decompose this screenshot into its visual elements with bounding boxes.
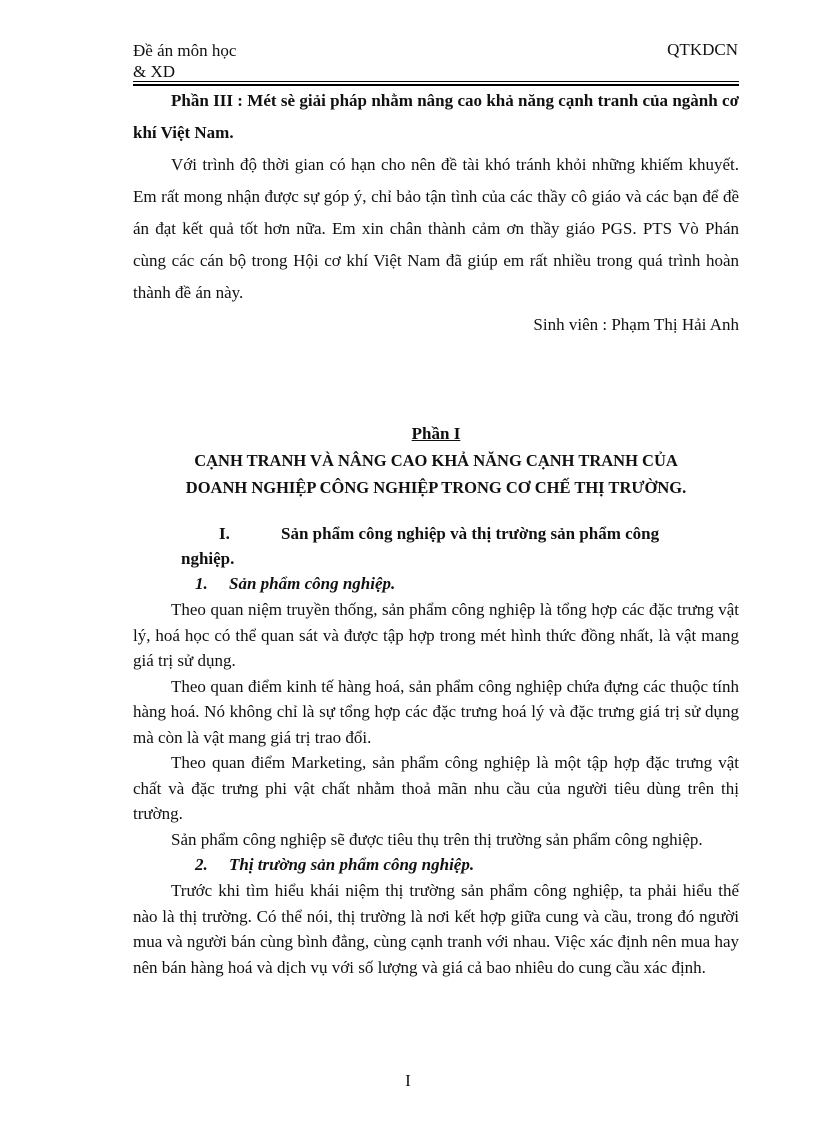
- sub1-title: Sản phẩm công nghiệp.: [229, 574, 396, 593]
- signature: Sinh viên : Phạm Thị Hải Anh: [533, 315, 739, 334]
- sub1-number: 1.: [195, 574, 208, 593]
- sub1-heading: [133, 571, 739, 597]
- sub2-paragraph: Trước khi tìm hiểu khái niệm thị trường sản phẩm công nghiệp, ta phải hiểu thế nào là thị trường. Có thể nói, thị trường là nơi kết hợp giữa cung và cầu, trong đó người mua và người bán cùng bình đẳng, cùng cạnh tranh với nhau. Việc xác định nên mua hay nên bán hàng hoá và dịch vụ với số lượng và giá cả bao nhiêu do cung cầu xác định.: [133, 881, 739, 977]
- header-course: Đề án môn học: [133, 41, 237, 60]
- sub1-paragraph-1: Theo quan niệm truyền thống, sản phẩm công nghiệp là tổng hợp các đặc trưng vật lý, hoá học có thể quan sát và được tập hợp trong mét hình thức đồng nhất, là vật mang giá trị sử dụng.: [133, 600, 739, 670]
- sub1-paragraph-4: Sản phẩm công nghiệp sẽ được tiêu thụ trên thị trường sản phẩm công nghiệp.: [171, 829, 703, 849]
- part3-summary: Phần III : Mét sè giải pháp nhằm nâng cao khả năng cạnh tranh của ngành cơ khí Việt Nam.: [133, 91, 739, 142]
- sub2-heading: [133, 852, 739, 878]
- page-body: [133, 85, 739, 980]
- page-number: I: [405, 1071, 411, 1090]
- sub2-title: Thị trường sản phẩm công nghiệp.: [229, 855, 475, 874]
- section1-heading: [133, 521, 739, 546]
- header-course-suffix: & XD: [133, 62, 176, 81]
- section1-title-cont: nghiệp.: [181, 549, 235, 568]
- section1-number: I.: [219, 524, 230, 543]
- thanks-paragraph: Với trình độ thời gian có hạn cho nên đề tài khó tránh khỏi những khiếm khuyết. Em rất mong nhận được sự góp ý, chỉ bảo tận tình của các thầy cô giáo và các bạn để đề án đạt kết quả tốt hơn nữa. Em xin chân thành cảm ơn thầy giáo PGS. PTS Vò Phán cùng các cán bộ trong Hội cơ khí Việt Nam đã giúp em rất nhiều trong quá trình hoàn thành đề án này.: [133, 155, 739, 302]
- sub1-paragraph-2: Theo quan điểm kinh tế hàng hoá, sản phẩm công nghiệp chứa đựng các thuộc tính hàng hoá. Nó không chỉ là sự tổng hợp các đặc trưng hoá lý và đặc trưng giá trị sử dụng mà còn là vật mang giá trị trao đổi.: [133, 676, 739, 747]
- sub2-number: 2.: [195, 855, 208, 874]
- section1-title: Sản phẩm công nghiệp và thị trường sản phẩm công: [281, 524, 660, 543]
- header-left: [133, 40, 236, 82]
- header-rule-thin: [133, 81, 739, 82]
- sub1-paragraph-3: Theo quan điểm Marketing, sản phẩm công nghiệp là một tập hợp đặc trưng vật chất và đặc trưng phi vật chất nhằm thoả mãn nhu cầu của người tiêu dùng trên thị trường.: [133, 753, 739, 823]
- part1-heading-line2: DOANH NGHIỆP CÔNG NGHIỆP TRONG CƠ CHẾ THỊ TRƯỜNG.: [185, 478, 687, 497]
- part1-title: Phần I: [411, 424, 461, 443]
- part1-heading-line1: CẠNH TRANH VÀ NÂNG CAO KHẢ NĂNG CẠNH TRANH CỦA: [194, 451, 678, 470]
- header-right: QTKDCN: [667, 40, 738, 59]
